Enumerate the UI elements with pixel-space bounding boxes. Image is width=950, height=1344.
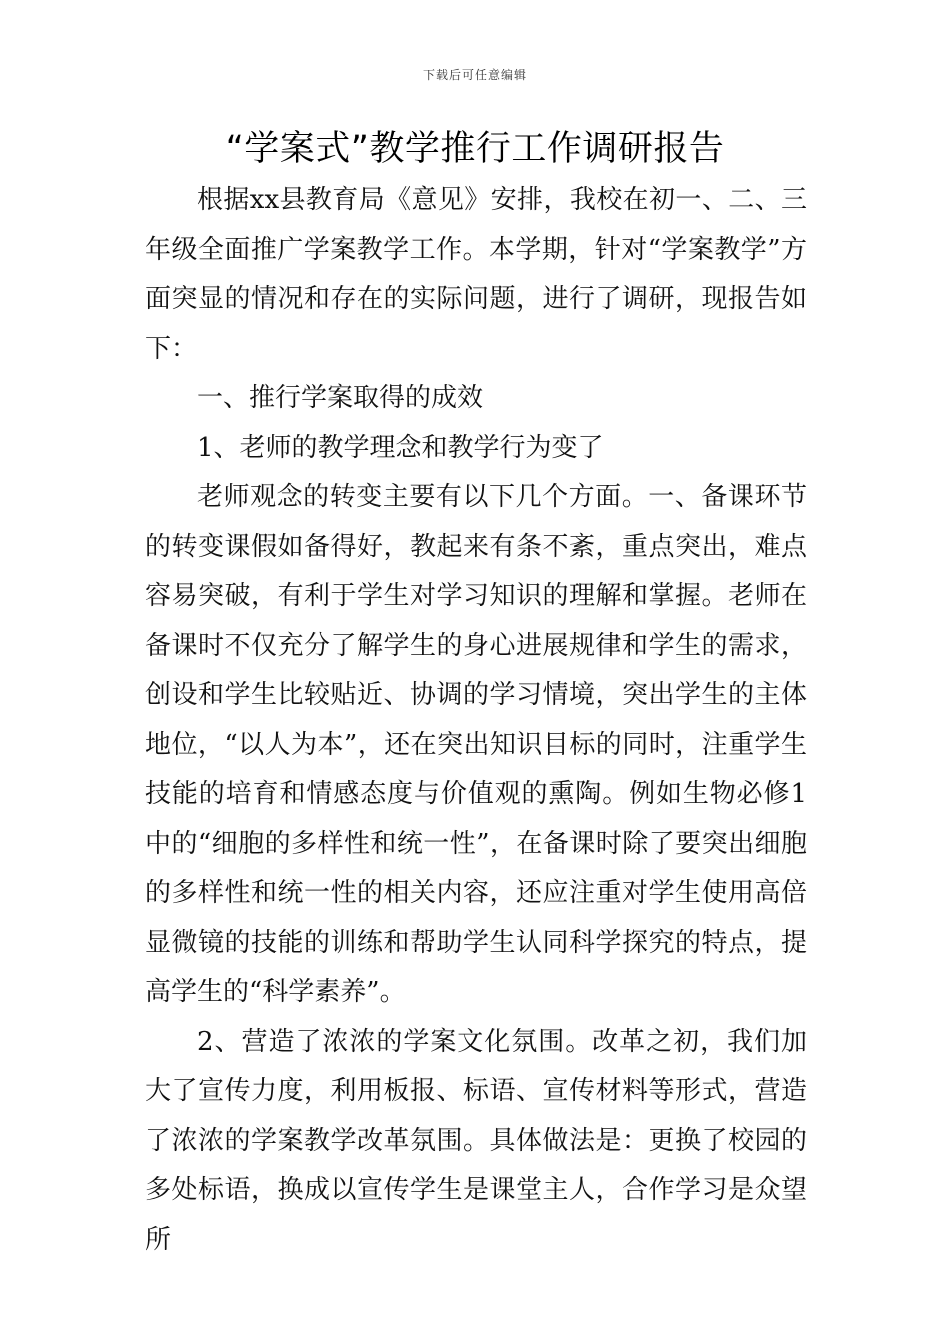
body-paragraph: 2、营造了浓浓的学案文化氛围。改革之初，我们加大了宣传力度，利用板报、标语、宣传材料等形式，营造了浓浓的学案教学改革氛围。具体做法是：更换了校园的多处标语，换成以宣传学生是课堂主人，合作学习是众望所 [145,1026,807,1255]
section-heading: 一、推行学案取得的成效 [197,383,484,413]
document-title: “学案式”教学推行工作调研报告 [225,129,725,169]
intro-paragraph: 根据xx县教育局《意见》安排，我校在初一、二、三年级全面推广学案教学工作。本学期，针对“学案教学”方面突显的情况和存在的实际问题，进行了调研，现报告如下： [145,185,807,364]
body-paragraph: 老师观念的转变主要有以下几个方面。一、备课环节的转变课假如备得好，教起来有条不紊，重点突出，难点容易突破，有利于学生对学习知识的理解和掌握。老师在备课时不仅充分了解学生的身心进展规律和学生的需求，创设和学生比较贴近、协调的学习情境，突出学生的主体地位，“以人为本”，还在突出知识目标的同时，注重学生技能的培育和情感态度与价值观的熏陶。例如生物必修1中的“细胞的多样性和统一性”，在备课时除了要突出细胞的多样性和统一性的相关内容，还应注重对学生使用高倍显微镜的技能的训练和帮助学生认同科学探究的特点，提高学生的“科学素养”。 [145,482,807,1007]
subsection-heading: 1、老师的教学理念和教学行为变了 [197,432,604,463]
document-body [145,176,807,1265]
header-note: 下载后可任意编辑 [422,68,527,82]
